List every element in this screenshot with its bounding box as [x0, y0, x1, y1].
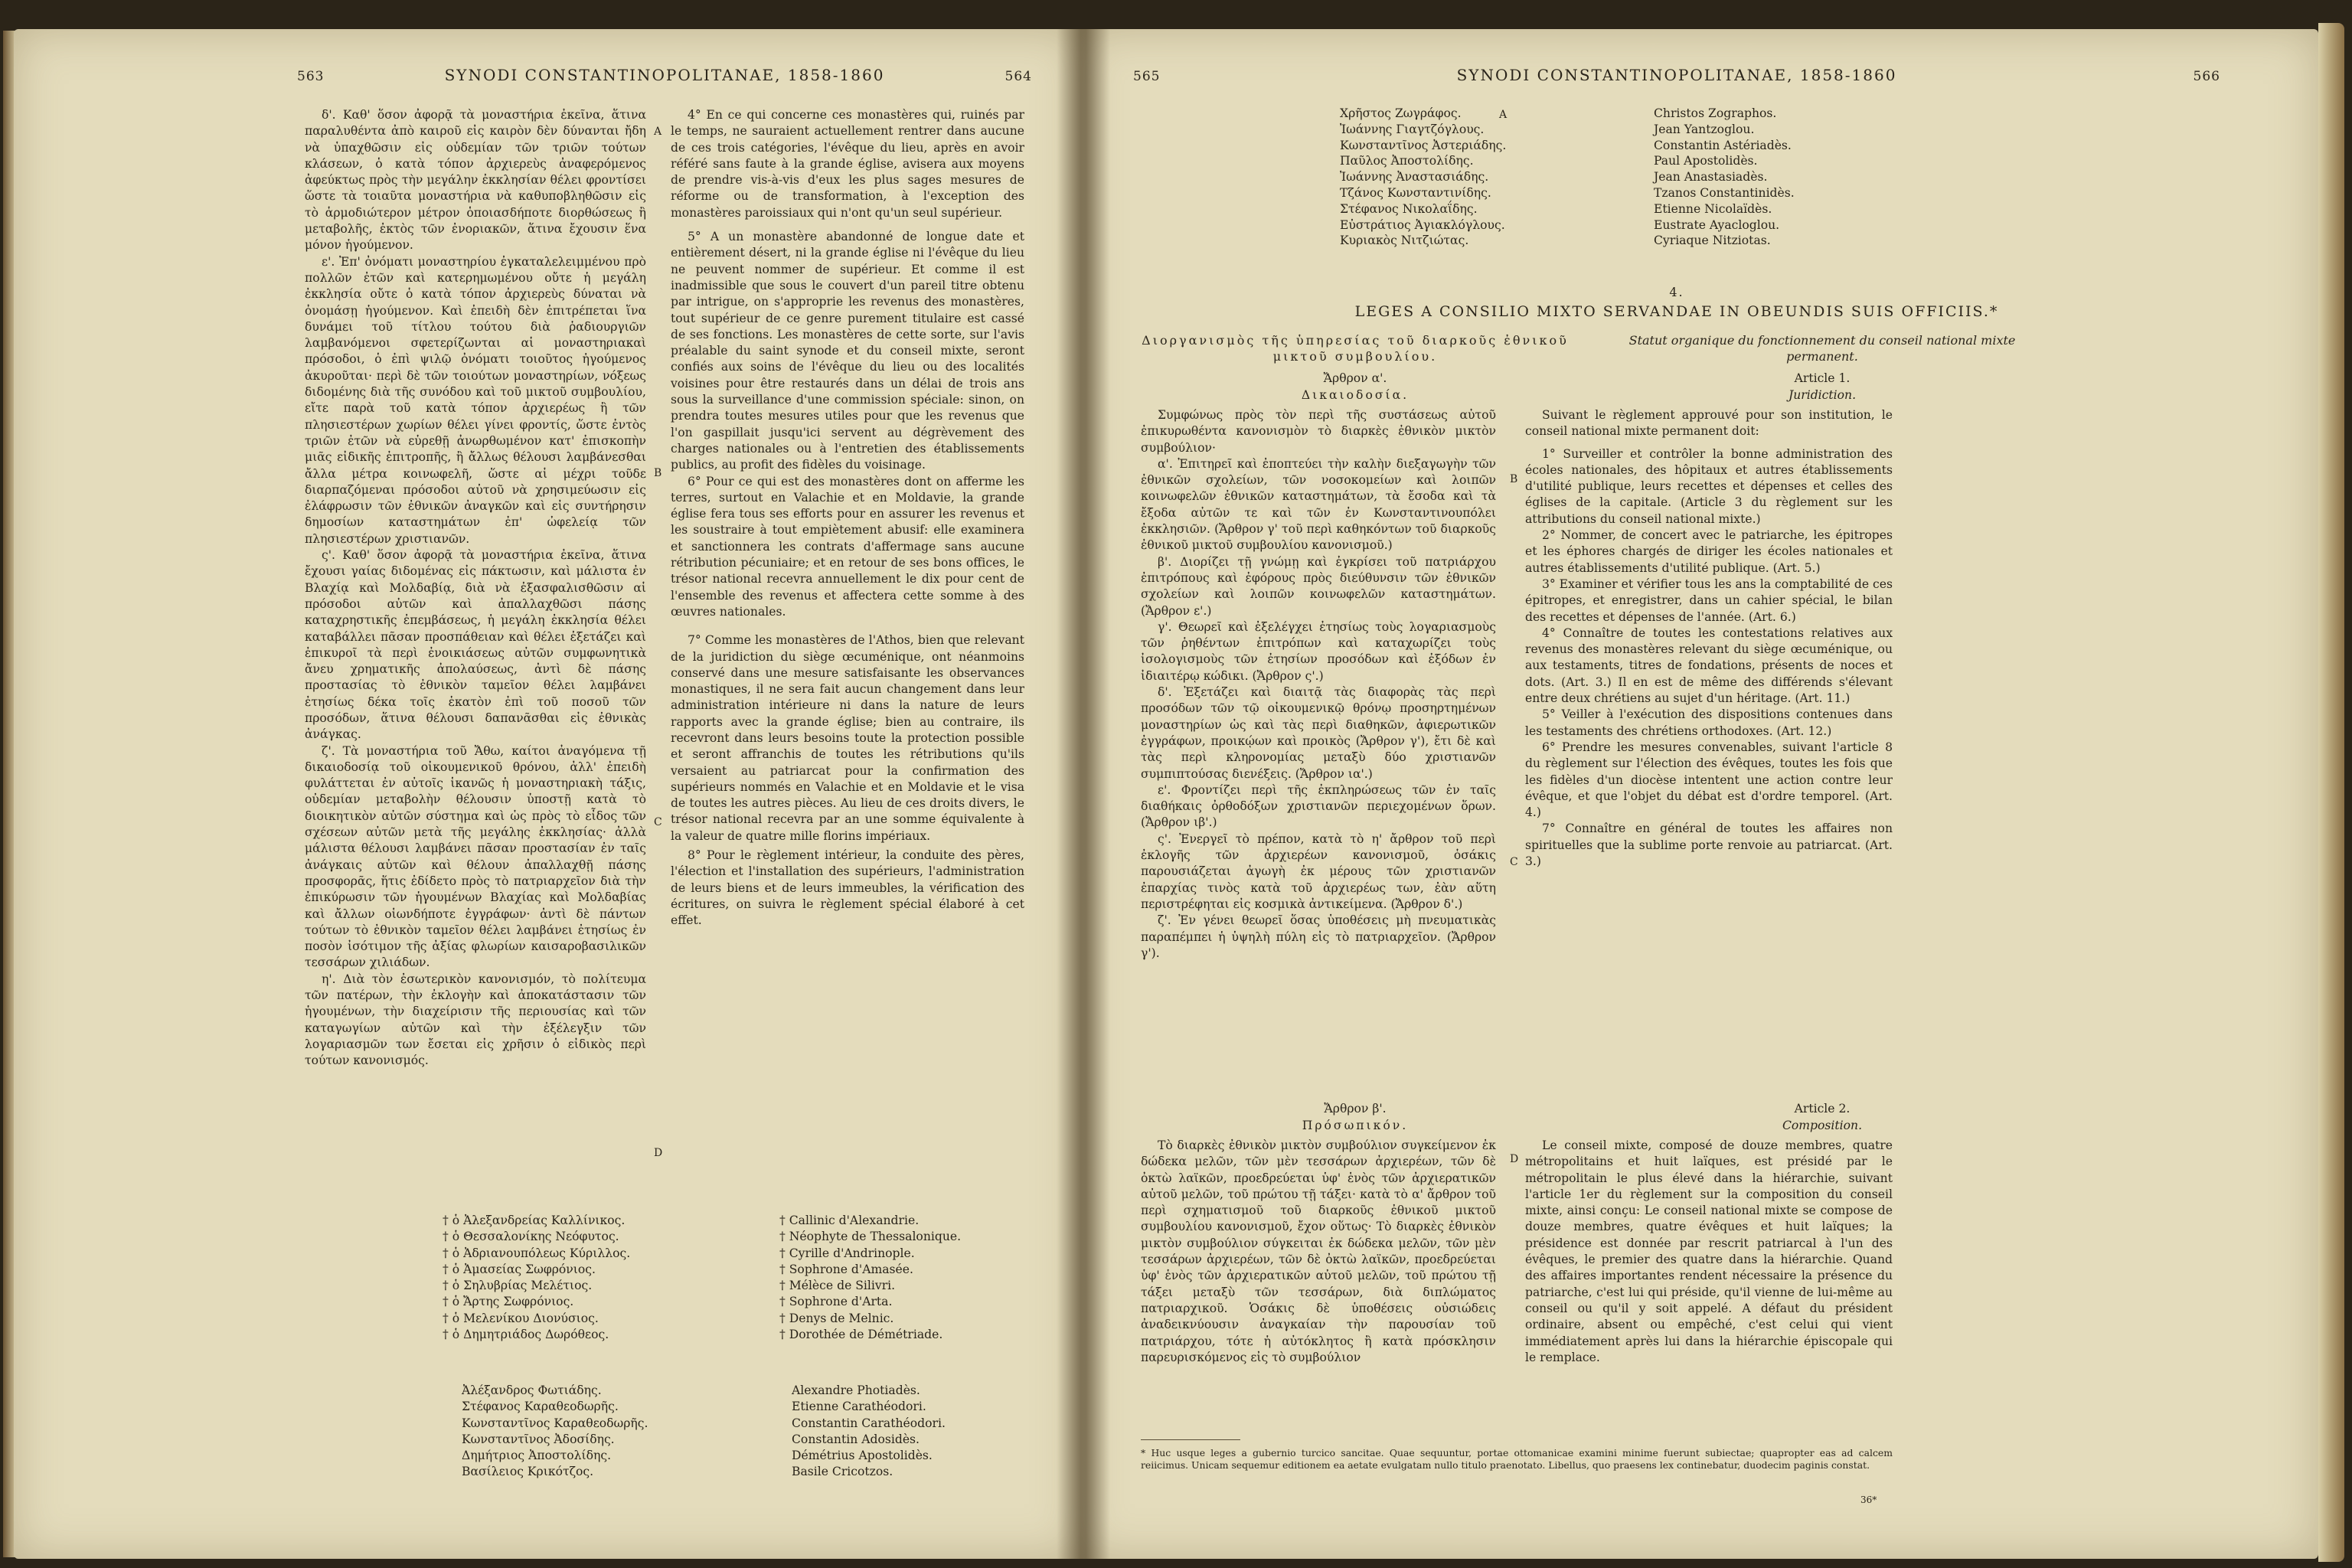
signature-line: † ὁ Θεσσαλονίκης Νεόφυτος.: [443, 1230, 619, 1244]
signature-line: Ἀλέξανδρος Φωτιάδης.: [462, 1383, 602, 1397]
member-name: Constantin Astériadès.: [1654, 138, 1792, 152]
signature-line: † Dorothée de Démétriade.: [779, 1328, 943, 1342]
signature-line: † ὁ Ἄρτης Σωφρόνιος.: [443, 1295, 574, 1309]
right-greek-column-2: [1141, 1138, 1496, 1366]
french-para-4: 4° En ce qui concerne ces monastères qui, ruinés par le temps, ne sauraient actuellement rentrer dans aucune de ces trois catégories, l'évêque du lieu, après en avoir référé sans faute à la grande église, avisera aux moyens de prendre vis-à-vis d'eux les plus sages mesures de réforme ou de transformation, à l'exception des monastères paroissiaux qui n'ont qu'un seul supérieur.: [671, 108, 1024, 220]
greek-art1-item: ε'. Φροντίζει περὶ τῆς ἐκπληρώσεως τῶν ἐν ταῖς διαθήκαις ὀρθοδόξων χριστιανῶν περιεχομένων ὅρων. (Ἄρθρον ιβ'.): [1141, 782, 1496, 830]
greek-para-8: η'. Διὰ τὸν ἐσωτερικὸν κανονισμόν, τὸ πολίτευμα τῶν πατέρων, τὴν ἐκλογὴν καὶ ἀποκατάστασιν τῶν ἡγουμένων, τὴν διαχείρισιν τῆς περιουσίας καὶ τῶν καταγωγίων αὐτῶν καὶ τὴν ἐξέλεγξιν τῶν λογαριασμῶν των ἔσεται εἰς χρῆσιν ὁ εἰδικὸς περὶ τούτων κανονισμός.: [305, 972, 646, 1068]
member-name: Ἰωάννης Γιαγτζόγλους.: [1340, 122, 1485, 136]
member-name: Eustrate Ayacloglou.: [1654, 217, 1780, 232]
footnote: * Huc usque leges a gubernio turcico sancitae. Quae sequuntur, portae ottomanicae examini minime fuerunt subiectae; quapropter eas ad calcem reiicimus. Unicam sequemur editionem ea aetate evulgatam nullo titulo praenotato. Libellus, quo praesens lex continebatur, duodecim paginis constat.: [1141, 1447, 1893, 1471]
greek-article-1-subtitle: Δικαιοδοσία.: [1301, 388, 1410, 402]
greek-art1-item: ς'. Ἐνεργεῖ τὸ πρέπον, κατὰ τὸ η' ἄρθρον τοῦ περὶ ἐκλογῆς τῶν ἀρχιερέων κανονισμοῦ, ὁσάκις παρουσιάζεται ἀγωγὴ ἐκ μέρους τῶν χριστιανῶν ἐπαρχίας τινὸς κατὰ τοῦ ἀρχιερέως των, ἐὰν αὕτη περιστρέφηται εἰς κοσμικὰ ἀντικείμενα. (Ἄρθρον δ'.): [1141, 831, 1496, 911]
french-art1-item: 4° Connaître de toutes les contestations relatives aux revenus des monastères relevant du siège œcuménique, ou aux testaments, titres de fondations, présents de noces et dots. (Art. 3.) Il en est de même des différends s'élevant entre deux chrétiens au sujet d'un héritage. (Art. 11.): [1525, 626, 1893, 706]
signature-line: Βασίλειος Κρικότζος.: [462, 1465, 594, 1479]
french-bishops-signatures: [779, 1213, 961, 1343]
signature-line: † Sophrone d'Amasée.: [779, 1262, 913, 1276]
greek-heading: Διοργανισμὸς τῆς ὑπηρεσίας τοῦ διαρκοῦς ἐθνικοῦ μικτοῦ συμβουλίου.: [1142, 333, 1569, 364]
greek-laymen-signatures: [462, 1383, 648, 1481]
greek-art1-intro: Συμφώνως πρὸς τὸν περὶ τῆς συστάσεως αὐτοῦ ἐπικυρωθέντα κανονισμὸν τὸ διαρκὲς ἐθνικὸν μικτὸν συμβούλιον·: [1141, 408, 1496, 455]
greek-para-6: ς'. Καθ' ὅσον ἀφορᾷ τὰ μοναστήρια ἐκεῖνα, ἅτινα ἔχουσι γαίας διδομένας εἰς πάκτωσιν, καὶ μάλιστα ἐν Βλαχίᾳ καὶ Μολδαβίᾳ, διὰ νὰ ἐξασφαλισθῶσιν αἱ πρόσοδοι αὐτῶν καὶ ἀπαλλαχθῶσι πάσης καταχρηστικῆς ἐπεμβάσεως, ἡ μεγάλη ἐκκλησία θέλει καταβάλλει πᾶσαν προσπάθειαν καὶ θέλει ἐξετάζει καὶ ἐπικυροῖ τὰ περὶ ἐνοικιάσεως αὐτῶν συμφωνητικὰ ἄνευ χρηματικῆς ἀπολαύσεως, ἀντὶ δὲ πάσης προστασίας τὸ ἐθνικὸν ταμεῖον θέλει λαμβάνει ἐτησίως δέκα τοῖς ἑκατὸν ἐπὶ τοῦ ποσοῦ τῶν προσόδων, ἅτινα θέλουσι δαπανᾶσθαι εἰς ἐθνικὰς ἀνάγκας.: [305, 548, 646, 742]
french-para-6: 6° Pour ce qui est des monastères dont on afferme les terres, surtout en Valachie et en Moldavie, la grande église fera tous ses efforts pour en assurer les revenus et les soustraire à tout empiètement abusif: elle examinera et sanctionnera les contrats d'affermage sans aucune rétribution pécuniaire; et en retour de ses bons offices, le trésor national recevra annuellement le dix pour cent de l'ensemble des revenus et affectera cette somme à des œuvres nationales.: [671, 474, 1024, 619]
french-article-2-subtitle: Composition.: [1782, 1119, 1863, 1132]
signature-line: Etienne Carathéodori.: [792, 1400, 926, 1414]
member-name: Paul Apostolidès.: [1654, 154, 1758, 168]
greek-article-1: Ἄρθρον α'.: [1323, 371, 1387, 385]
greek-members-list: [1340, 106, 1506, 249]
margin-letter-b: B: [654, 467, 662, 479]
signature-line: † Néophyte de Thessalonique.: [779, 1230, 962, 1244]
greek-para-4: δ'. Καθ' ὅσον ἀφορᾷ τὰ μοναστήρια ἐκεῖνα, ἅτινα παραλυθέντα ἀπὸ καιροῦ εἰς καιρὸν δὲν δύνανται ἤδη νὰ ὑπαχθῶσιν εἰς οὐδεμίαν τῶν τριῶν τούτων κλάσεων, ὁ κατὰ τόπον ἀρχιερεὺς ἀναφερόμενος ἀφεύκτως πρὸς τὴν μεγάλην ἐκκλησίαν θέλει φροντίσει ὥστε τὰ τοιαῦτα μοναστήρια νὰ καθυποβληθῶσιν εἰς τὸ ἁρμοδιώτερον μέτρον ὁποιασδήποτε διορθώσεως ἢ μεταβολῆς, ἐκτὸς τῶν ἐνοριακῶν, ἅτινα ἔχουσιν ἕνα μόνον ἡγούμενον.: [305, 108, 646, 253]
member-name: Εὐστράτιος Ἀγιακλόγλους.: [1340, 217, 1505, 232]
member-name: Jean Anastasiadès.: [1654, 170, 1768, 185]
french-para-5: 5° A un monastère abandonné de longue date et entièrement désert, ni la grande église ni l'évêque du lieu ne peuvent nommer de supérieur. Et comme il est inadmissible que sous le couvert d'un pareil titre obtenu par intrigue, on s'approprie les revenus des monastères, tout supérieur de ce genre purement titulaire est cassé de ses fonctions. Les monastères de cette sorte, sur l'avis préalable du saint synode et du conseil mixte, seront confiés aux soins de l'évêque du lieu ou des localités voisines pour être restaurés dans un délai de trois ans sous la surveillance d'une commission spéciale: sinon, on prendra toutes mesures utiles pour que les revenus que l'on gaspillait jusqu'ici servent au dégrèvement des charges nationales ou à l'entretien des établissements publics, au profit des fidèles du voisinage.: [671, 230, 1024, 472]
greek-art1-item: β'. Διορίζει τῇ γνώμῃ καὶ ἐγκρίσει τοῦ πατριάρχου ἐπιτρόπους καὶ ἐφόρους πρὸς διεύθυνσιν τῶν ἐθνικῶν σχολείων καὶ λοιπῶν κοινωφελῶν καταστημάτων. (Ἄρθρον ε'.): [1141, 554, 1496, 618]
left-french-column: [671, 107, 1024, 929]
signature-line: Constantin Adosidès.: [792, 1432, 920, 1446]
footnote-rule: [1141, 1439, 1240, 1440]
french-art1-item: 7° Connaître en général de toutes les affaires non spirituelles que la sublime porte renvoie au patriarcat. (Art. 3.): [1525, 822, 1893, 869]
margin-letter-d: D: [1510, 1153, 1519, 1165]
french-article-2: Article 2.: [1794, 1102, 1851, 1116]
french-article-1-subtitle: Juridiction.: [1788, 388, 1857, 402]
right-french-column-1: [1525, 407, 1893, 870]
french-laymen-signatures: [792, 1383, 946, 1481]
french-art1-intro: Suivant le règlement approuvé pour son institution, le conseil national mixte permanent doit:: [1525, 408, 1893, 439]
margin-letter-a: A: [654, 126, 662, 138]
greek-article-2: Ἄρθρον β'.: [1324, 1102, 1387, 1116]
french-art1-item: 3° Examiner et vérifier tous les ans la comptabilité de ces épitropes, et enregistrer, dans un cahier spécial, le bilan des recettes et dépenses de l'année. (Art. 6.): [1525, 577, 1893, 624]
greek-bishops-signatures: [443, 1213, 630, 1343]
signature-line: Démétrius Apostolidès.: [792, 1449, 933, 1463]
page-number-564: 564: [1004, 69, 1032, 84]
signature-line: † Cyrille d'Andrinople.: [779, 1246, 915, 1260]
french-art1-item: 1° Surveiller et contrôler la bonne administration des écoles nationales, des hôpitaux et autres établissements d'utilité publique, leurs recettes et dépenses et celles des églises de la capitale. (Article 3 du règlement sur les attributions du conseil national mixte.): [1525, 446, 1893, 526]
french-art1-item: 5° Veiller à l'exécution des dispositions contenues dans les testaments des chrétiens orthodoxes. (Art. 12.): [1525, 707, 1893, 738]
french-para-8: 8° Pour le règlement intérieur, la conduite des pères, l'élection et l'installation des supérieurs, l'administration de leurs biens et de leurs immeubles, la vérification des écritures, on suivra le règlement spécial élaboré à cet effet.: [671, 848, 1024, 928]
french-art1-item: 6° Prendre les mesures convenables, suivant l'article 8 du règlement sur l'élection des évêques, toutes les fois que les fidèles d'un diocèse intentent une action contre leur évêque, et que l'objet du débat est d'ordre temporel. (Art. 4.): [1525, 740, 1893, 820]
margin-letter-b: B: [1510, 473, 1518, 485]
book-edge-right: [2318, 23, 2344, 1562]
french-article-1: Article 1.: [1794, 371, 1851, 385]
right-page: [1080, 29, 2318, 1559]
french-members-list: [1654, 106, 1795, 249]
signature-line: † Callinic d'Alexandrie.: [779, 1214, 920, 1227]
greek-art1-item: δ'. Ἐξετάζει καὶ διαιτᾷ τὰς διαφορὰς τὰς περὶ προσόδων τῶν τῷ οἰκουμενικῷ θρόνῳ προσηρτημένων μοναστηρίων ὡς καὶ τὰς περὶ διαθηκῶν, ἀφιερωτικῶν ἐγγράφων, προικῴων καὶ προικὸς (Ἄρθρον γ'), ἔτι δὲ καὶ τὰς περὶ κληρονομίας μεταξὺ δύο χριστιανῶν συμπιπτούσας διενέξεις. (Ἄρθρον ια'.): [1141, 685, 1496, 781]
signature-line: Κωνσταντῖνος Καραθεοδωρῆς.: [462, 1416, 648, 1430]
margin-letter-a: A: [1499, 109, 1508, 121]
member-name: Cyriaque Nitziotas.: [1654, 234, 1771, 248]
member-name: Jean Yantzoglou.: [1654, 122, 1755, 136]
greek-article-2-subtitle: Πρόσωπικόν.: [1302, 1119, 1409, 1132]
signature-line: Basile Cricotzos.: [792, 1465, 893, 1479]
member-name: Κυριακὸς Νιτζιώτας.: [1340, 234, 1469, 248]
signature-line: Δημήτριος Ἀποστολίδης.: [462, 1449, 612, 1463]
greek-art1-item: γ'. Θεωρεῖ καὶ ἐξελέγχει ἐτησίως τοὺς λογαριασμοὺς τῶν ῥηθέντων ἐπιτρόπων καὶ καταχωρίζει τοὺς ἰσολογισμοὺς τῶν ἐτησίων προσόδων καὶ ἐξόδων ἐν ἰδιαιτέρῳ κώδικι. (Ἄρθρον ς'.): [1141, 619, 1496, 683]
margin-letter-c: C: [1510, 856, 1518, 868]
greek-para-7: ζ'. Τὰ μοναστήρια τοῦ Ἄθω, καίτοι ἀναγόμενα τῇ δικαιοδοσίᾳ τοῦ οἰκουμενικοῦ θρόνου, ἀλλ' ἐπειδὴ φυλάττεται ἐν αὐτοῖς ἱκανῶς ἡ μοναστηριακὴ τάξις, οὐδεμίαν μεταβολὴν θέλουσιν ὑποστῇ κατὰ τὸ διοικητικὸν αὐτῶν σύστημα καὶ ὡς πρὸς τὸ εἶδος τῶν σχέσεων αὐτῶν μετὰ τῆς μεγάλης ἐκκλησίας· ἀλλὰ μάλιστα θέλουσι λαμβάνει πᾶσαν προστασίαν ἐν ταῖς ἀνάγκαις αὐτῶν καὶ θέλουν ἀπαλλαχθῇ πάσης προσφορᾶς, ἥτις ἐδίδετο πρὸς τὸ πατριαρχεῖον διὰ τὴν ἐπικύρωσιν τῶν ἡγουμένων Βλαχίας καὶ Μολδαβίας καὶ ἄλλων οἱωνδήποτε ἐγγράφων· ἀντὶ δὲ πάντων τούτων τὸ ἐθνικὸν ταμεῖον θέλει λαμβάνει ἐτησίως ἐν ποσὸν ἰσότιμον τῆς ἀξίας φλωρίων καισαροβασιλικῶν τεσσάρων χιλιάδων.: [305, 743, 646, 970]
margin-letter-c: C: [654, 816, 662, 828]
member-name: Tzanos Constantinidès.: [1654, 185, 1795, 200]
left-page: [14, 29, 1080, 1559]
greek-para-5: ε'. Ἐπ' ὀνόματι μοναστηρίου ἐγκαταλελειμμένου πρὸ πολλῶν ἐτῶν καὶ κατερημωμένου οὔτε ἡ μεγάλη ἐκκλησία οὔτε ὁ κατὰ τόπον ἀρχιερεὺς δύναται νὰ ὀνομάσῃ ἡγούμενον. Καὶ ἐπειδὴ δὲν ἐπιτρέπεται ἵνα δυνάμει τοῦ τίτλου τούτου διὰ ῥαδιουργιῶν λαμβανόμενοι σφετερίζωνται αἱ μοναστηριακαὶ πρόσοδοι, ὁ ἐπὶ ψιλῷ ὀνόματι τοιοῦτος ἡγούμενος ἀκυροῦται· περὶ δὲ τῶν τοιούτων μοναστηρίων, νόξεως διδομένης διὰ τῆς συνόδου καὶ τοῦ μικτοῦ συμβουλίου, εἴτε παρὰ τοῦ κατὰ τόπον ἀρχιερέως ἢ τῶν πλησιεστέρων χωρίων θέλει γίνει φροντίς, ὥστε ἐντὸς τριῶν ἐτῶν νὰ εὑρεθῇ ἀνωρθωμένον κατ' ἐπισκοπὴν μιᾶς εἰδικῆς ἐπιτροπῆς, ἢ ἄλλως θέλουσι λαμβάνεσθαι ἄλλα μέτρα κοινωφελῆ, ὥστε αἱ μέχρι τοῦδε διαρπαζόμεναι πρόσοδοι αὐτοῦ νὰ χρησιμεύωσιν εἰς ἐλάφρωσιν τῶν ἐθνικῶν ἀναγκῶν καὶ εἰς συντήρησιν δημοσίων καταστημάτων ἐπ' ὠφελείᾳ τῶν πλησιεστέρων χριστιανῶν.: [305, 254, 646, 546]
running-title: SYNODI CONSTANTINOPOLITANAE, 1858-1860: [444, 66, 885, 84]
member-name: Ἰωάννης Ἀναστασιάδης.: [1340, 170, 1489, 185]
running-title: SYNODI CONSTANTINOPOLITANAE, 1858-1860: [1456, 66, 1897, 84]
signature-line: † ὁ Ἀλεξανδρείας Καλλίνικος.: [443, 1214, 626, 1227]
signature-line: † ὁ Σηλυβρίας Μελέτιος.: [443, 1279, 593, 1293]
greek-art1-item: α'. Ἐπιτηρεῖ καὶ ἐποπτεύει τὴν καλὴν διεξαγωγὴν τῶν ἐθνικῶν σχολείων, τῶν νοσοκομείων καὶ λοιπῶν κοινωφελῶν ἐθνικῶν καταστημάτων, τὰ ἔσοδα καὶ τὰ ἔξοδα αὐτῶν τε καὶ τῶν ἐν Κωνσταντινουπόλει ἐκκλησιῶν. (Ἄρθρον γ' τοῦ περὶ καθηκόντων τοῦ διαρκοῦς ἐθνικοῦ μικτοῦ συμβουλίου κανονισμοῦ.): [1141, 456, 1496, 553]
right-page-header: [1133, 66, 2220, 84]
french-art1-item: 2° Nommer, de concert avec le patriarche, les épitropes et les éphores chargés de diriger les écoles nationales et autres établissements d'utilité publique. (Art. 5.): [1525, 528, 1893, 575]
signature-line: Alexandre Photiadès.: [792, 1383, 920, 1397]
signature-line: † Sophrone d'Arta.: [779, 1295, 893, 1309]
signature-line: † ὁ Δημητριάδος Δωρόθεος.: [443, 1328, 609, 1342]
signature-line: Στέφανος Καραθεοδωρῆς.: [462, 1400, 619, 1414]
signature-mark: 36*: [1860, 1494, 1877, 1505]
left-page-header: [297, 66, 1032, 84]
member-name: Κωνσταντῖνος Ἀστεριάδης.: [1340, 138, 1507, 152]
member-name: Στέφανος Νικολαΐδης.: [1340, 201, 1478, 216]
member-name: Τζάνος Κωνσταντινίδης.: [1340, 185, 1491, 200]
margin-letter-d: D: [654, 1147, 663, 1159]
member-name: Παῦλος Ἀποστολίδης.: [1340, 154, 1474, 168]
section-title: LEGES A CONSILIO MIXTO SERVANDAE IN OBEUNDIS SUIS OFFICIIS.*: [1354, 303, 1999, 320]
french-para-7: 7° Comme les monastères de l'Athos, bien que relevant de la juridiction du siège œcuménique, ont néanmoins conservé dans une mesure satisfaisante les observances monastiques, il ne sera fait aucun changement dans leur administration intérieure ni dans la nature de leurs rapports avec la grande église; bien au contraire, ils recevront dans leurs besoins toute la protection possible et seront affranchis de toutes les rétributions qu'ils versaient au patriarcat pour la confirmation des supérieurs nommés en Valachie et en Moldavie et le visa de toutes les autres pièces. Au lieu de ces droits divers, le trésor national recevra par an une somme équivalente à la valeur de quatre mille florins impériaux.: [671, 633, 1024, 843]
member-name: Christos Zographos.: [1654, 106, 1777, 120]
signature-line: † Mélèce de Silivri.: [779, 1279, 896, 1293]
signature-line: Constantin Carathéodori.: [792, 1416, 946, 1430]
member-name: Etienne Nicolaïdès.: [1654, 201, 1772, 216]
section-number: 4.: [1669, 285, 1684, 299]
left-greek-column: [305, 107, 646, 1070]
greek-art2-text: Τὸ διαρκὲς ἐθνικὸν μικτὸν συμβούλιον συγκείμενον ἐκ δώδεκα μελῶν, τῶν μὲν τεσσάρων ἀρχιερέων, τῶν δὲ ὀκτὼ λαϊκῶν, προεδρεύεται ὑφ' ἑνὸς τῶν ἀρχιερατικῶν αὐτοῦ μελῶν, τοῦ πρώτου τῇ τάξει· κατὰ τὸ α' ἄρθρον τοῦ περὶ σχηματισμοῦ τοῦ διαρκοῦς ἐθνικοῦ μικτοῦ συμβουλίου κανονισμοῦ, ἔχον οὕτως· Τὸ διαρκὲς ἐθνικὸν μικτὸν συμβούλιον σύγκειται ἐκ δώδεκα μελῶν, τῶν μὲν τεσσάρων ἀρχιερέων, τῶν δὲ ὀκτὼ λαϊκῶν, προεδρεύεται ὑφ' ἑνὸς τῶν ἀρχιερατικῶν αὐτοῦ μελῶν, τοῦ πρώτου τῇ τάξει μεταξὺ τῶν τεσσάρων, διὰ διπλώματος πατριαρχικοῦ. Ὁσάκις δὲ ὑποθέσεις οὐσιώδεις ἀναδεικνύουσιν ἀναγκαίαν τὴν παρουσίαν τοῦ πατριάρχου, τότε ἡ αὐτόκλητος ἢ κατὰ πρόσκλησιν παρευρισκόμενος εἰς τὸ συμβούλιον: [1141, 1138, 1496, 1364]
signature-line: † ὁ Μελενίκου Διονύσιος.: [443, 1311, 599, 1325]
signature-line: Κωνσταντῖνος Ἀδοσίδης.: [462, 1432, 615, 1446]
signature-line: † ὁ Ἀδριανουπόλεως Κύριλλος.: [443, 1246, 631, 1260]
signature-line: † Denys de Melnic.: [779, 1311, 894, 1325]
signature-line: † ὁ Ἀμασείας Σωφρόνιος.: [443, 1262, 596, 1276]
page-number-566: 566: [2193, 69, 2220, 84]
page-number-563: 563: [297, 69, 325, 84]
member-name: Χρῆστος Ζωγράφος.: [1340, 106, 1462, 120]
right-greek-column-1: [1141, 407, 1496, 962]
greek-art1-item: ζ'. Ἐν γένει θεωρεῖ ὅσας ὑποθέσεις μὴ πνευματικὰς παραπέμπει ἡ ὑψηλὴ πύλη εἰς τὸ πατριαρχεῖον. (Ἄρθρον γ').: [1141, 913, 1496, 960]
right-french-column-2: [1525, 1138, 1893, 1366]
french-art2-text: Le conseil mixte, composé de douze membres, quatre métropolitains et huit laïques, est présidé par le métropolitain le plus élevé dans la hiérarchie, suivant l'article 1er du règlement sur la composition du conseil mixte, ainsi conçu: Le conseil national mixte se compose de douze membres, quatre évêques et huit laïques; la présidence est donnée par rescrit patriarcal à l'un des évêques, le premier des quatre dans la hiérarchie. Quand des affaires importantes rendent nécessaire la présence du patriarche, c'est lui qui préside, qu'il vienne de lui-même au conseil ou qu'il y soit appelé. A défaut du président ordinaire, absent ou empêché, c'est celui qui vient immédiatement après lui dans la hiérarchie épiscopale qui le remplace.: [1525, 1138, 1893, 1364]
page-number-565: 565: [1133, 69, 1161, 84]
french-heading: Statut organique du fonctionnement du conseil national mixte permanent.: [1628, 333, 2016, 364]
